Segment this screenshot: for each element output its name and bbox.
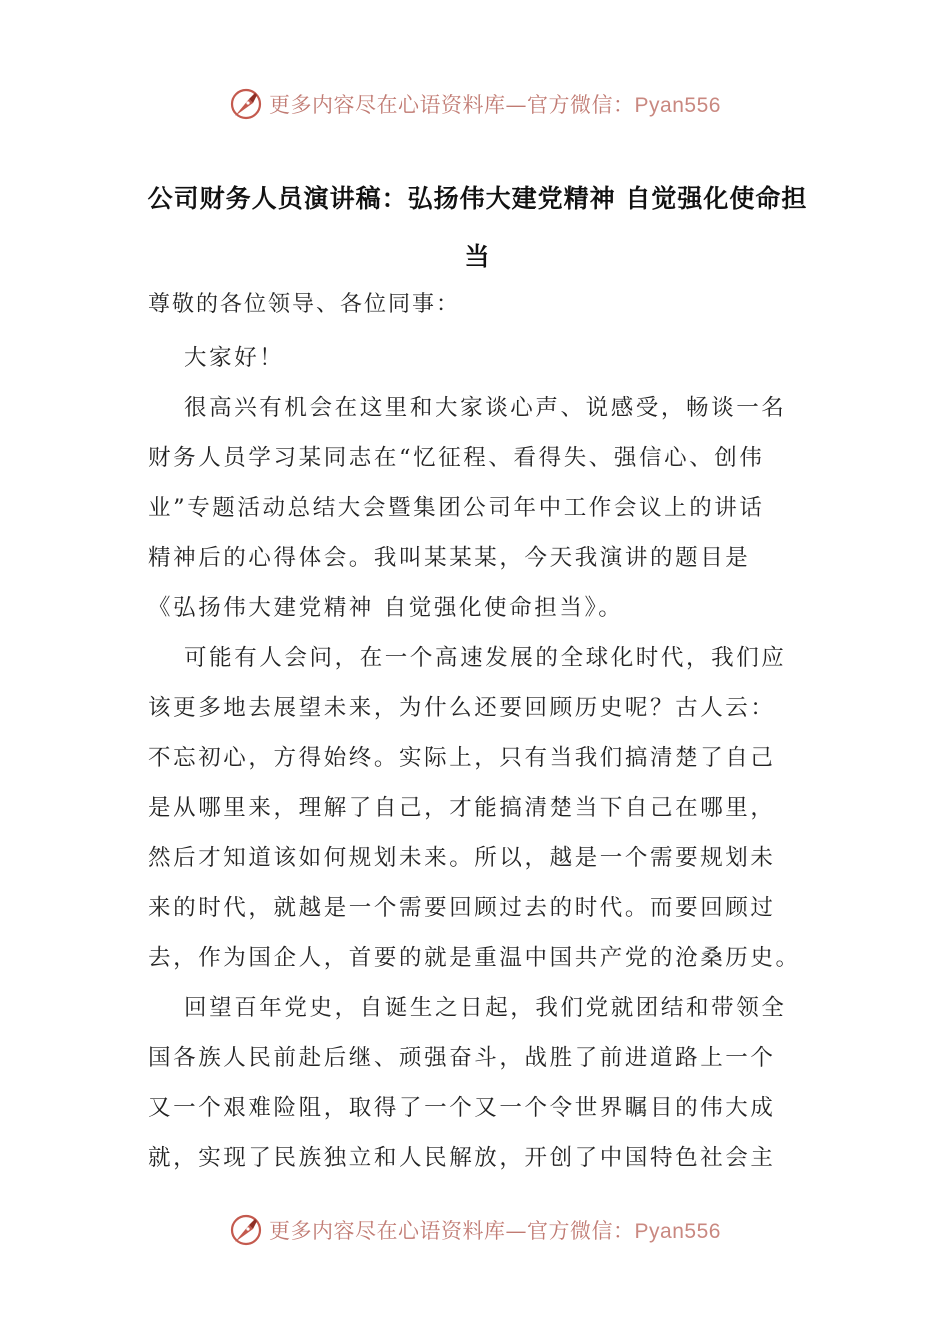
header-banner: [0, 84, 950, 124]
paragraph-line: 又一个艰难险阻，取得了一个又一个令世界瞩目的伟大成: [148, 1095, 776, 1121]
opening-paragraph: [148, 333, 284, 383]
paragraph-line: 业”专题活动总结大会暨集团公司年中工作会议上的讲话: [148, 495, 765, 521]
paragraph-line: 是从哪里来，理解了自己，才能搞清楚当下自己在哪里，: [148, 795, 776, 821]
paragraph-line: 不忘初心，方得始终。实际上，只有当我们搞清楚了自己: [148, 745, 776, 771]
paragraph-line: 可能有人会问，在一个高速发展的全球化时代，我们应: [184, 645, 787, 671]
paragraph-line: 精神后的心得体会。我叫某某某，今天我演讲的题目是: [148, 545, 751, 571]
paragraph-line: 就，实现了民族独立和人民解放，开创了中国特色社会主: [148, 1145, 776, 1171]
banner-slogan: 更多内容尽在心语资料库—官方微信：: [269, 93, 635, 117]
paragraph-3: [148, 983, 786, 1183]
document-title: [145, 170, 810, 286]
paragraph-line: 来的时代，就越是一个需要回顾过去的时代。而要回顾过: [148, 895, 776, 921]
paragraph-line: 然后才知道该如何规划未来。所以，越是一个需要规划未: [148, 845, 776, 871]
banner-slogan: 更多内容尽在心语资料库—官方微信：: [269, 1219, 635, 1243]
footer-banner: [0, 1210, 950, 1250]
paragraph-1: [148, 383, 786, 633]
banner-text: [269, 1215, 721, 1245]
paragraph-line: 去，作为国企人，首要的就是重温中国共产党的沧桑历史。: [148, 945, 801, 971]
paragraph-line: 财务人员学习某同志在“忆征程、看得失、强信心、创伟: [148, 445, 765, 471]
paragraph-line: 国各族人民前赴后继、顽强奋斗，战胜了前进道路上一个: [148, 1045, 776, 1071]
paragraph-2: [148, 633, 801, 983]
title-line-1: 公司财务人员演讲稿：弘扬伟大建党精神 自觉强化使命担: [147, 184, 808, 213]
paragraph-line: 该更多地去展望未来，为什么还要回顾历史呢？古人云：: [148, 695, 776, 721]
paragraph-line: 《弘扬伟大建党精神 自觉强化使命担当》。: [148, 595, 624, 621]
banner-text: [269, 89, 721, 119]
paragraph-line: 很高兴有机会在这里和大家谈心声、说感受，畅谈一名: [184, 395, 787, 421]
salutation: 尊敬的各位领导、各位同事：: [148, 292, 461, 317]
banner-wechat-id: Pyan556: [634, 94, 721, 117]
pen-nib-logo-icon: [229, 87, 263, 121]
title-line-2: 当: [464, 242, 491, 271]
paragraph-line: 回望百年党史，自诞生之日起，我们党就团结和带领全: [184, 995, 787, 1021]
paragraph-line: 大家好！: [184, 345, 285, 371]
banner-wechat-id: Pyan556: [634, 1220, 721, 1243]
pen-nib-logo-icon: [229, 1213, 263, 1247]
